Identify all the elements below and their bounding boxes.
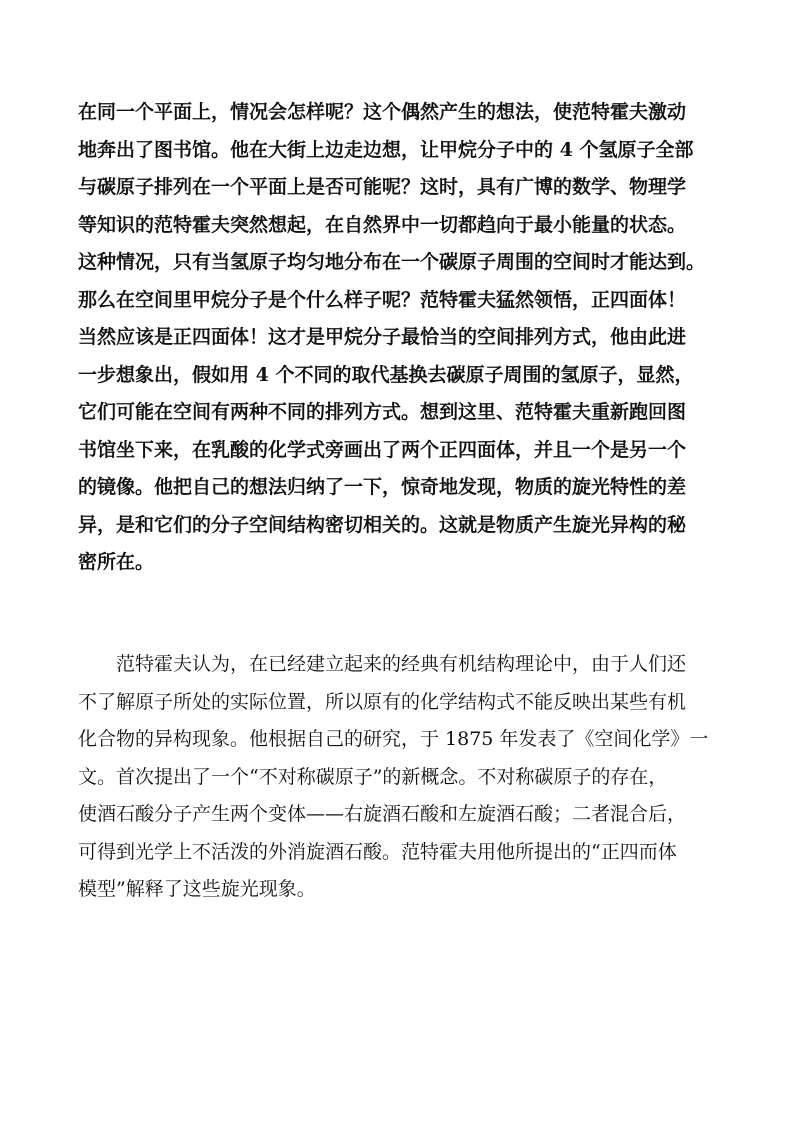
paragraph-2-line: 范特霍夫认为，在已经建立起来的经典有机结构理论中，由于人们还 — [116, 653, 687, 675]
paragraph-1-line: 书馆坐下来，在乳酸的化学式旁画出了两个正四面体，并且一个是另一个 — [78, 438, 687, 461]
paragraph-1-line: 它们可能在空间有两种不同的排列方式。想到这里、范特霍夫重新跑回图 — [78, 401, 687, 423]
paragraph-2-line: 可得到光学上不活泼的外消旋酒石酸。范特霍夫用他所提出的“正四而体 — [78, 840, 677, 863]
paragraph-1-line: 的镜像。他把自己的想法归纳了一下，惊奇地发现，物质的旋光特性的差 — [78, 476, 687, 498]
paragraph-1-line: 密所在。 — [78, 551, 155, 573]
paragraph-2-line: 模型”解释了这些旋光现象。 — [78, 878, 316, 900]
paragraph-2-line: 使酒石酸分子产生两个变体——右旋酒石酸和左旋酒石酸；二者混合后， — [78, 803, 687, 825]
paragraph-2-line: 化合物的异构现象。他根据自己的研究，于 1875 年发表了《空间化学》一 — [78, 728, 709, 750]
paragraph-2-line: 不了解原子所处的实际位置，所以原有的化学结构式不能反映出某些有机 — [78, 690, 687, 713]
paragraph-1 — [78, 94, 705, 582]
paragraph-2 — [78, 646, 708, 909]
paragraph-1-line: 地奔出了图书馆。他在大街上边走边想，让甲烷分子中的 4 个氢原子全部 — [78, 138, 694, 161]
paragraph-1-line: 当然应该是正四面体！这才是甲烷分子最恰当的空间排列方式，他由此进 — [78, 326, 687, 348]
paragraph-2-line: 文。首次提出了一个“不对称碳原子”的新概念。不对称碳原子的存在， — [78, 765, 668, 788]
paragraph-1-line: 这种情况，只有当氢原子均匀地分布在一个碳原子周围的空间时才能达到。 — [78, 251, 706, 273]
paragraph-1-line: 在同一个平面上，情况会怎样呢？这个偶然产生的想法，使范特霍夫激动 — [78, 101, 687, 123]
paragraph-1-line: 等知识的范特霍夫突然想起，在自然界中一切都趋向于最小能量的状态。 — [78, 213, 687, 236]
paragraph-1-line: 一步想象出，假如用 4 个不同的取代基换去碳原子周围的氢原子，显然， — [78, 363, 694, 386]
paragraph-1-line: 与碳原子排列在一个平面上是否可能呢？这时，具有广博的数学、物理学 — [78, 176, 687, 198]
paragraph-1-line: 那么在空间里甲烷分子是个什么样子呢？范特霍夫猛然领悟，正四面体！ — [78, 288, 687, 311]
paragraph-1-line: 异，是和它们的分子空间结构密切相关的。这就是物质产生旋光异构的秘 — [78, 513, 687, 536]
